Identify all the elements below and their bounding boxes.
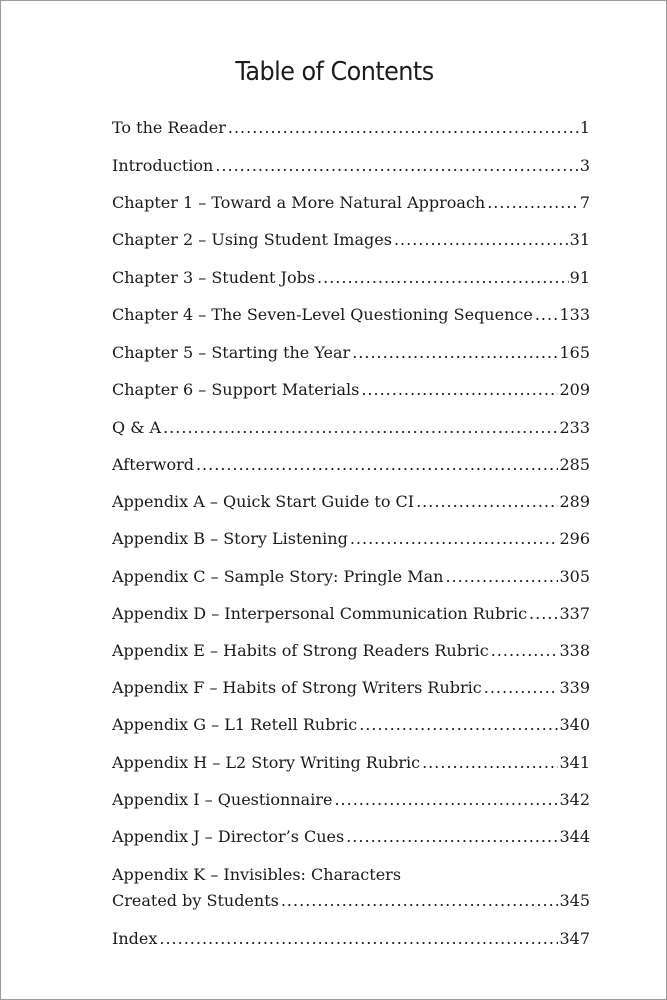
toc-page-number: 342 (559, 790, 590, 809)
toc-entry-line (112, 340, 590, 366)
toc-page-number: 339 (559, 678, 590, 697)
toc-page-number: 338 (559, 641, 590, 660)
toc-page-number: 1 (579, 118, 590, 137)
toc-entry (112, 601, 590, 627)
toc-entry (112, 302, 590, 328)
toc-entry-line (112, 601, 590, 627)
toc-entry-line (112, 115, 590, 141)
dot-leader (422, 750, 558, 776)
toc-entry-label: Appendix C – Sample Story: Pringle Man (112, 567, 444, 586)
toc-page-number: 337 (559, 604, 590, 623)
toc-entry-label: Created by Students (112, 891, 279, 910)
toc-page-number: 296 (559, 529, 590, 548)
toc-entry-line (112, 824, 590, 850)
toc-page-number: 289 (559, 492, 590, 511)
toc-page-number: 340 (559, 715, 590, 734)
toc-entry (112, 377, 590, 403)
dot-leader (334, 787, 558, 813)
toc-entry-label: Appendix K – Invisibles: Characters (112, 865, 402, 884)
toc-entry-label: Appendix F – Habits of Strong Writers Rubric (112, 678, 482, 697)
dot-leader (215, 153, 578, 179)
toc-entry (112, 190, 590, 216)
toc-entry-line (112, 712, 590, 738)
toc-entry-label: Afterword (112, 455, 194, 474)
toc-entry-line (112, 489, 590, 515)
toc-page-number: 3 (579, 156, 590, 175)
toc-entry-label: Q & A (112, 418, 162, 437)
toc-entry-line (112, 452, 590, 478)
toc-entry-line (112, 302, 590, 328)
toc-entry-line (112, 227, 590, 253)
toc-entry-label: Chapter 1 – Toward a More Natural Approach (112, 193, 486, 212)
toc-entry (112, 564, 590, 590)
dot-leader (281, 888, 559, 914)
dot-leader (346, 824, 558, 850)
toc-entry-line (112, 377, 590, 403)
dot-leader (163, 415, 558, 441)
toc-page-number: 165 (559, 343, 590, 362)
toc-entry (112, 227, 590, 253)
toc-entry-line (112, 787, 590, 813)
toc-page-number: 347 (559, 929, 590, 948)
toc-entry (112, 675, 590, 701)
toc-entry (112, 526, 590, 552)
toc-entry (112, 926, 590, 952)
dot-leader (359, 712, 558, 738)
toc-entry-line (112, 265, 590, 291)
dot-leader (484, 675, 559, 701)
toc-entry-label: Appendix G – L1 Retell Rubric (112, 715, 358, 734)
toc-entry (112, 265, 590, 291)
toc-entry (112, 750, 590, 776)
toc-entry (112, 340, 590, 366)
toc-entry-label: Appendix I – Questionnaire (112, 790, 333, 809)
toc-entry-label: Chapter 2 – Using Student Images (112, 230, 392, 249)
toc-entry-label: Appendix B – Story Listening (112, 529, 348, 548)
toc-entry (112, 415, 590, 441)
toc-entry-label: Chapter 4 – The Seven-Level Questioning Sequence (112, 305, 533, 324)
dot-leader (535, 302, 559, 328)
toc-page-number: 345 (559, 891, 590, 910)
toc-entry (112, 638, 590, 664)
toc-entry-label: Appendix A – Quick Start Guide to CI (112, 492, 415, 511)
dot-leader (394, 227, 569, 253)
dot-leader (196, 452, 558, 478)
toc-page-number: 305 (559, 567, 590, 586)
toc-entry-line (112, 190, 590, 216)
toc-page-number: 341 (559, 753, 590, 772)
toc-entry-label: Appendix J – Director’s Cues (112, 827, 345, 846)
toc-page-number: 7 (579, 193, 590, 212)
toc-entry-line (112, 153, 590, 179)
toc-entry-label: Chapter 3 – Student Jobs (112, 268, 316, 287)
toc-entry (112, 862, 590, 914)
toc-entry-label: Index (112, 929, 158, 948)
toc-entry (112, 153, 590, 179)
toc-page-number: 344 (559, 827, 590, 846)
toc-page-number: 31 (569, 230, 590, 249)
toc-entry-label: Appendix D – Interpersonal Communication Rubric (112, 604, 528, 623)
toc-entry-label: Appendix H – L2 Story Writing Rubric (112, 753, 421, 772)
toc-entry-line (112, 526, 590, 552)
toc-page-number: 233 (559, 418, 590, 437)
toc-entry (112, 824, 590, 850)
toc-entry-line (112, 415, 590, 441)
dot-leader (228, 115, 579, 141)
dot-leader (529, 601, 558, 627)
toc-entry-line (112, 888, 590, 914)
dot-leader (445, 564, 558, 590)
dot-leader (350, 526, 559, 552)
toc-entry-label: Introduction (112, 156, 214, 175)
toc-page-number: 133 (559, 305, 590, 324)
dot-leader (491, 638, 559, 664)
toc-entry (112, 787, 590, 813)
dot-leader (317, 265, 569, 291)
toc-entry-line (112, 675, 590, 701)
dot-leader (361, 377, 558, 403)
toc-entry-label: Chapter 6 – Support Materials (112, 380, 360, 399)
dot-leader (487, 190, 579, 216)
toc-page-number: 91 (569, 268, 590, 287)
page-title: Table of Contents (235, 57, 434, 87)
dot-leader (159, 926, 558, 952)
toc-entry (112, 489, 590, 515)
toc-entry-line (112, 750, 590, 776)
toc-entry (112, 115, 590, 141)
toc-entry-label: Chapter 5 – Starting the Year (112, 343, 351, 362)
toc-entry-line (112, 862, 590, 888)
toc-entry (112, 452, 590, 478)
dot-leader (352, 340, 558, 366)
dot-leader (416, 489, 558, 515)
toc-entry-label: Appendix E – Habits of Strong Readers Rubric (112, 641, 489, 660)
toc-entry-line (112, 564, 590, 590)
toc-entry-label: To the Reader (112, 118, 226, 137)
toc-entry-line (112, 926, 590, 952)
toc-page-number: 285 (559, 455, 590, 474)
toc-page-number: 209 (559, 380, 590, 399)
toc-entry (112, 712, 590, 738)
toc-entry-line (112, 638, 590, 664)
